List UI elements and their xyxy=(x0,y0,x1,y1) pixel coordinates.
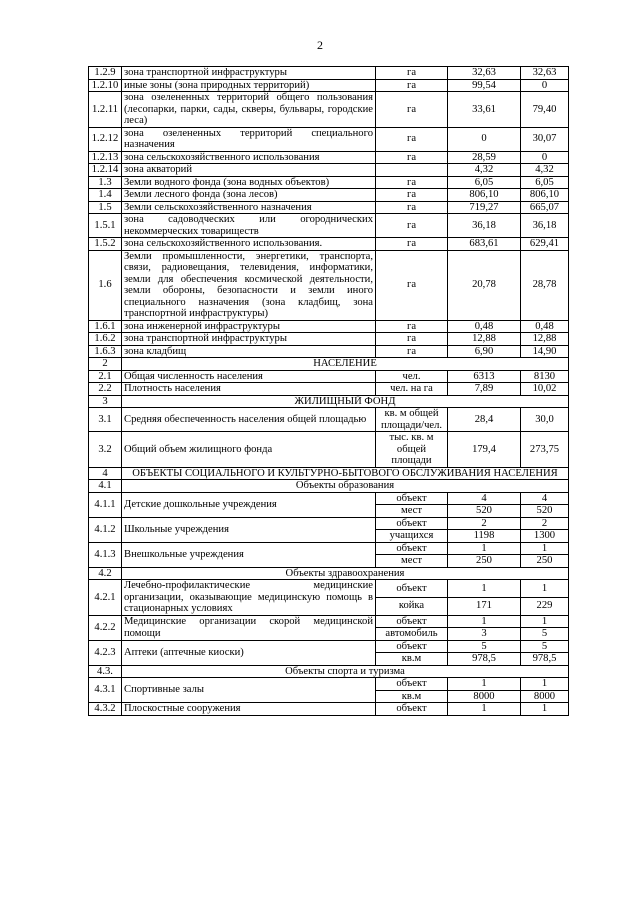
unit-cell: га xyxy=(376,320,448,333)
planned-value: 1300 xyxy=(521,530,569,543)
current-value: 2 xyxy=(448,517,521,530)
planned-value: 2 xyxy=(521,517,569,530)
row-number: 4.2.2 xyxy=(89,615,122,640)
indicator-name: Плоскостные сооружения xyxy=(122,703,376,716)
current-value: 5 xyxy=(448,640,521,653)
current-value: 1 xyxy=(448,678,521,691)
unit-cell: объект xyxy=(376,517,448,530)
current-value: 33,61 xyxy=(448,92,521,128)
unit-cell: га xyxy=(376,333,448,346)
planned-value: 12,88 xyxy=(521,333,569,346)
unit-cell: га xyxy=(376,79,448,92)
table-row xyxy=(89,92,569,128)
row-number: 1.2.11 xyxy=(89,92,122,128)
section-row xyxy=(89,395,569,408)
row-number: 3.2 xyxy=(89,432,122,468)
planned-value: 520 xyxy=(521,505,569,518)
table-row xyxy=(89,542,569,555)
section-title: ЖИЛИЩНЫЙ ФОНД xyxy=(122,395,569,408)
table-row xyxy=(89,79,569,92)
planned-value: 14,90 xyxy=(521,345,569,358)
table-row xyxy=(89,615,569,628)
row-number: 4.3.2 xyxy=(89,703,122,716)
current-value: 0 xyxy=(448,127,521,151)
current-value: 6,05 xyxy=(448,176,521,189)
unit-cell: койка xyxy=(376,597,448,615)
current-value: 179,4 xyxy=(448,432,521,468)
unit-cell: объект xyxy=(376,678,448,691)
indicator-name: зона озелененных территорий общего пользования (лесопарки, парки, сады, скверы, бульвары, городские леса) xyxy=(122,92,376,128)
unit-cell: га xyxy=(376,250,448,320)
unit-cell: га xyxy=(376,201,448,214)
table-row xyxy=(89,703,569,716)
unit-cell: га xyxy=(376,214,448,238)
table-row xyxy=(89,151,569,164)
row-number: 1.5.2 xyxy=(89,238,122,251)
unit-cell: га xyxy=(376,345,448,358)
table-row xyxy=(89,320,569,333)
planned-value: 6,05 xyxy=(521,176,569,189)
indicator-name: Средняя обеспеченность населения общей площадью xyxy=(122,408,376,432)
unit-cell: автомобиль xyxy=(376,628,448,641)
section-title: Объекты здравоохранения xyxy=(122,567,569,580)
indicator-name: Спортивные залы xyxy=(122,678,376,703)
unit-cell: объект xyxy=(376,640,448,653)
indicators-table xyxy=(88,66,569,716)
table-row xyxy=(89,580,569,598)
indicator-name: Аптеки (аптечные киоски) xyxy=(122,640,376,665)
table-body xyxy=(89,67,569,716)
current-value: 719,27 xyxy=(448,201,521,214)
planned-value: 5 xyxy=(521,640,569,653)
table-row xyxy=(89,214,569,238)
current-value: 28,59 xyxy=(448,151,521,164)
current-value: 99,54 xyxy=(448,79,521,92)
row-number: 4.1 xyxy=(89,480,122,493)
section-title: ОБЪЕКТЫ СОЦИАЛЬНОГО И КУЛЬТУРНО-БЫТОВОГО ОБСЛУЖИВАНИЯ НАСЕЛЕНИЯ xyxy=(122,467,569,480)
indicator-name: Детские дошкольные учреждения xyxy=(122,492,376,517)
planned-value: 629,41 xyxy=(521,238,569,251)
row-number: 1.6.3 xyxy=(89,345,122,358)
unit-cell: чел. на га xyxy=(376,383,448,396)
current-value: 520 xyxy=(448,505,521,518)
row-number: 4.3. xyxy=(89,665,122,678)
table-row xyxy=(89,383,569,396)
unit-cell: объект xyxy=(376,615,448,628)
current-value: 683,61 xyxy=(448,238,521,251)
table-row xyxy=(89,345,569,358)
unit-cell: га xyxy=(376,151,448,164)
table-row xyxy=(89,517,569,530)
planned-value: 0,48 xyxy=(521,320,569,333)
indicator-name: Общий объем жилищного фонда xyxy=(122,432,376,468)
section-title: Объекты образования xyxy=(122,480,569,493)
planned-value: 30,07 xyxy=(521,127,569,151)
unit-cell: га xyxy=(376,238,448,251)
unit-cell: га xyxy=(376,189,448,202)
planned-value: 978,5 xyxy=(521,653,569,666)
current-value: 7,89 xyxy=(448,383,521,396)
indicator-name: Внешкольные учреждения xyxy=(122,542,376,567)
indicator-name: зона кладбищ xyxy=(122,345,376,358)
unit-cell: чел. xyxy=(376,370,448,383)
row-number: 2.2 xyxy=(89,383,122,396)
table-row xyxy=(89,370,569,383)
table-row xyxy=(89,176,569,189)
planned-value: 30,0 xyxy=(521,408,569,432)
indicator-name: зона инженерной инфраструктуры xyxy=(122,320,376,333)
table-row xyxy=(89,238,569,251)
row-number: 4.1.3 xyxy=(89,542,122,567)
unit-cell: га xyxy=(376,127,448,151)
unit-cell: объект xyxy=(376,542,448,555)
table-row xyxy=(89,164,569,177)
row-number: 4.1.2 xyxy=(89,517,122,542)
planned-value: 1 xyxy=(521,703,569,716)
current-value: 1 xyxy=(448,542,521,555)
section-row xyxy=(89,480,569,493)
unit-cell: объект xyxy=(376,492,448,505)
unit-cell: учащихся xyxy=(376,530,448,543)
row-number: 1.6 xyxy=(89,250,122,320)
row-number: 4.2 xyxy=(89,567,122,580)
row-number: 1.3 xyxy=(89,176,122,189)
planned-value: 28,78 xyxy=(521,250,569,320)
row-number: 3 xyxy=(89,395,122,408)
planned-value: 32,63 xyxy=(521,67,569,80)
current-value: 3 xyxy=(448,628,521,641)
planned-value: 36,18 xyxy=(521,214,569,238)
unit-cell: мест xyxy=(376,505,448,518)
unit-cell: кв. м общей площади/чел. xyxy=(376,408,448,432)
table-row xyxy=(89,67,569,80)
current-value: 978,5 xyxy=(448,653,521,666)
indicator-name: Школьные учреждения xyxy=(122,517,376,542)
indicator-name: зона транспортной инфраструктуры xyxy=(122,333,376,346)
current-value: 4 xyxy=(448,492,521,505)
table-row xyxy=(89,250,569,320)
unit-cell: кв.м xyxy=(376,690,448,703)
current-value: 32,63 xyxy=(448,67,521,80)
section-row xyxy=(89,665,569,678)
planned-value: 273,75 xyxy=(521,432,569,468)
indicator-name: Плотность населения xyxy=(122,383,376,396)
table-row xyxy=(89,678,569,691)
indicator-name: Земли водного фонда (зона водных объектов) xyxy=(122,176,376,189)
unit-cell: га xyxy=(376,92,448,128)
indicator-name: Медицинские организации скорой медицинской помощи xyxy=(122,615,376,640)
table-row xyxy=(89,333,569,346)
planned-value: 665,07 xyxy=(521,201,569,214)
current-value: 806,10 xyxy=(448,189,521,202)
indicator-name: иные зоны (зона природных территорий) xyxy=(122,79,376,92)
row-number: 4 xyxy=(89,467,122,480)
planned-value: 1 xyxy=(521,542,569,555)
planned-value: 0 xyxy=(521,79,569,92)
current-value: 20,78 xyxy=(448,250,521,320)
indicator-name: зона сельскохозяйственного использования xyxy=(122,151,376,164)
planned-value: 79,40 xyxy=(521,92,569,128)
section-title: Объекты спорта и туризма xyxy=(122,665,569,678)
planned-value: 1 xyxy=(521,580,569,598)
row-number: 2.1 xyxy=(89,370,122,383)
current-value: 6,90 xyxy=(448,345,521,358)
row-number: 4.2.1 xyxy=(89,580,122,616)
indicator-name: зона акваторий xyxy=(122,164,376,177)
table-row xyxy=(89,189,569,202)
current-value: 0,48 xyxy=(448,320,521,333)
indicator-name: Лечебно-профилактические медицинские организации, оказывающие медицинскую помощь в стационарных условиях xyxy=(122,580,376,616)
current-value: 12,88 xyxy=(448,333,521,346)
unit-cell: га xyxy=(376,67,448,80)
unit-cell: тыс. кв. м общей площади xyxy=(376,432,448,468)
current-value: 1 xyxy=(448,703,521,716)
row-number: 4.3.1 xyxy=(89,678,122,703)
unit-cell: мест xyxy=(376,555,448,568)
planned-value: 0 xyxy=(521,151,569,164)
table-row xyxy=(89,127,569,151)
current-value: 36,18 xyxy=(448,214,521,238)
planned-value: 1 xyxy=(521,615,569,628)
row-number: 1.2.14 xyxy=(89,164,122,177)
planned-value: 229 xyxy=(521,597,569,615)
indicator-name: Земли сельскохозяйственного назначения xyxy=(122,201,376,214)
planned-value: 5 xyxy=(521,628,569,641)
indicator-name: Земли лесного фонда (зона лесов) xyxy=(122,189,376,202)
unit-cell: объект xyxy=(376,703,448,716)
row-number: 1.4 xyxy=(89,189,122,202)
current-value: 1 xyxy=(448,580,521,598)
current-value: 1198 xyxy=(448,530,521,543)
table-row xyxy=(89,492,569,505)
current-value: 28,4 xyxy=(448,408,521,432)
planned-value: 8000 xyxy=(521,690,569,703)
current-value: 1 xyxy=(448,615,521,628)
current-value: 171 xyxy=(448,597,521,615)
indicator-name: зона сельскохозяйственного использования. xyxy=(122,238,376,251)
table-row xyxy=(89,408,569,432)
current-value: 6313 xyxy=(448,370,521,383)
row-number: 1.6.2 xyxy=(89,333,122,346)
row-number: 1.5.1 xyxy=(89,214,122,238)
table-row xyxy=(89,201,569,214)
row-number: 3.1 xyxy=(89,408,122,432)
row-number: 1.2.12 xyxy=(89,127,122,151)
section-row xyxy=(89,358,569,371)
indicator-name: зона транспортной инфраструктуры xyxy=(122,67,376,80)
unit-cell: кв.м xyxy=(376,653,448,666)
section-title: НАСЕЛЕНИЕ xyxy=(122,358,569,371)
section-row xyxy=(89,467,569,480)
planned-value: 1 xyxy=(521,678,569,691)
indicator-name: Земли промышленности, энергетики, транспорта, связи, радиовещания, телевидения, информатики, земли для обеспечения космической деятельности, земли обороны, безопасности и земли иного специального назначения (зона кладбищ, зона транспортной инфраструктуры) xyxy=(122,250,376,320)
unit-cell xyxy=(376,164,448,177)
row-number: 1.5 xyxy=(89,201,122,214)
unit-cell: объект xyxy=(376,580,448,598)
table-row xyxy=(89,432,569,468)
row-number: 4.1.1 xyxy=(89,492,122,517)
planned-value: 10,02 xyxy=(521,383,569,396)
section-row xyxy=(89,567,569,580)
current-value: 4,32 xyxy=(448,164,521,177)
indicator-name: зона озелененных территорий специального назначения xyxy=(122,127,376,151)
unit-cell: га xyxy=(376,176,448,189)
planned-value: 8130 xyxy=(521,370,569,383)
planned-value: 4 xyxy=(521,492,569,505)
row-number: 1.2.13 xyxy=(89,151,122,164)
current-value: 250 xyxy=(448,555,521,568)
table-row xyxy=(89,640,569,653)
page-number: 2 xyxy=(317,38,323,52)
indicator-name: зона садоводческих или огороднических некоммерческих товариществ xyxy=(122,214,376,238)
row-number: 1.2.10 xyxy=(89,79,122,92)
planned-value: 4,32 xyxy=(521,164,569,177)
planned-value: 806,10 xyxy=(521,189,569,202)
row-number: 2 xyxy=(89,358,122,371)
row-number: 1.6.1 xyxy=(89,320,122,333)
row-number: 1.2.9 xyxy=(89,67,122,80)
indicator-name: Общая численность населения xyxy=(122,370,376,383)
planned-value: 250 xyxy=(521,555,569,568)
row-number: 4.2.3 xyxy=(89,640,122,665)
current-value: 8000 xyxy=(448,690,521,703)
